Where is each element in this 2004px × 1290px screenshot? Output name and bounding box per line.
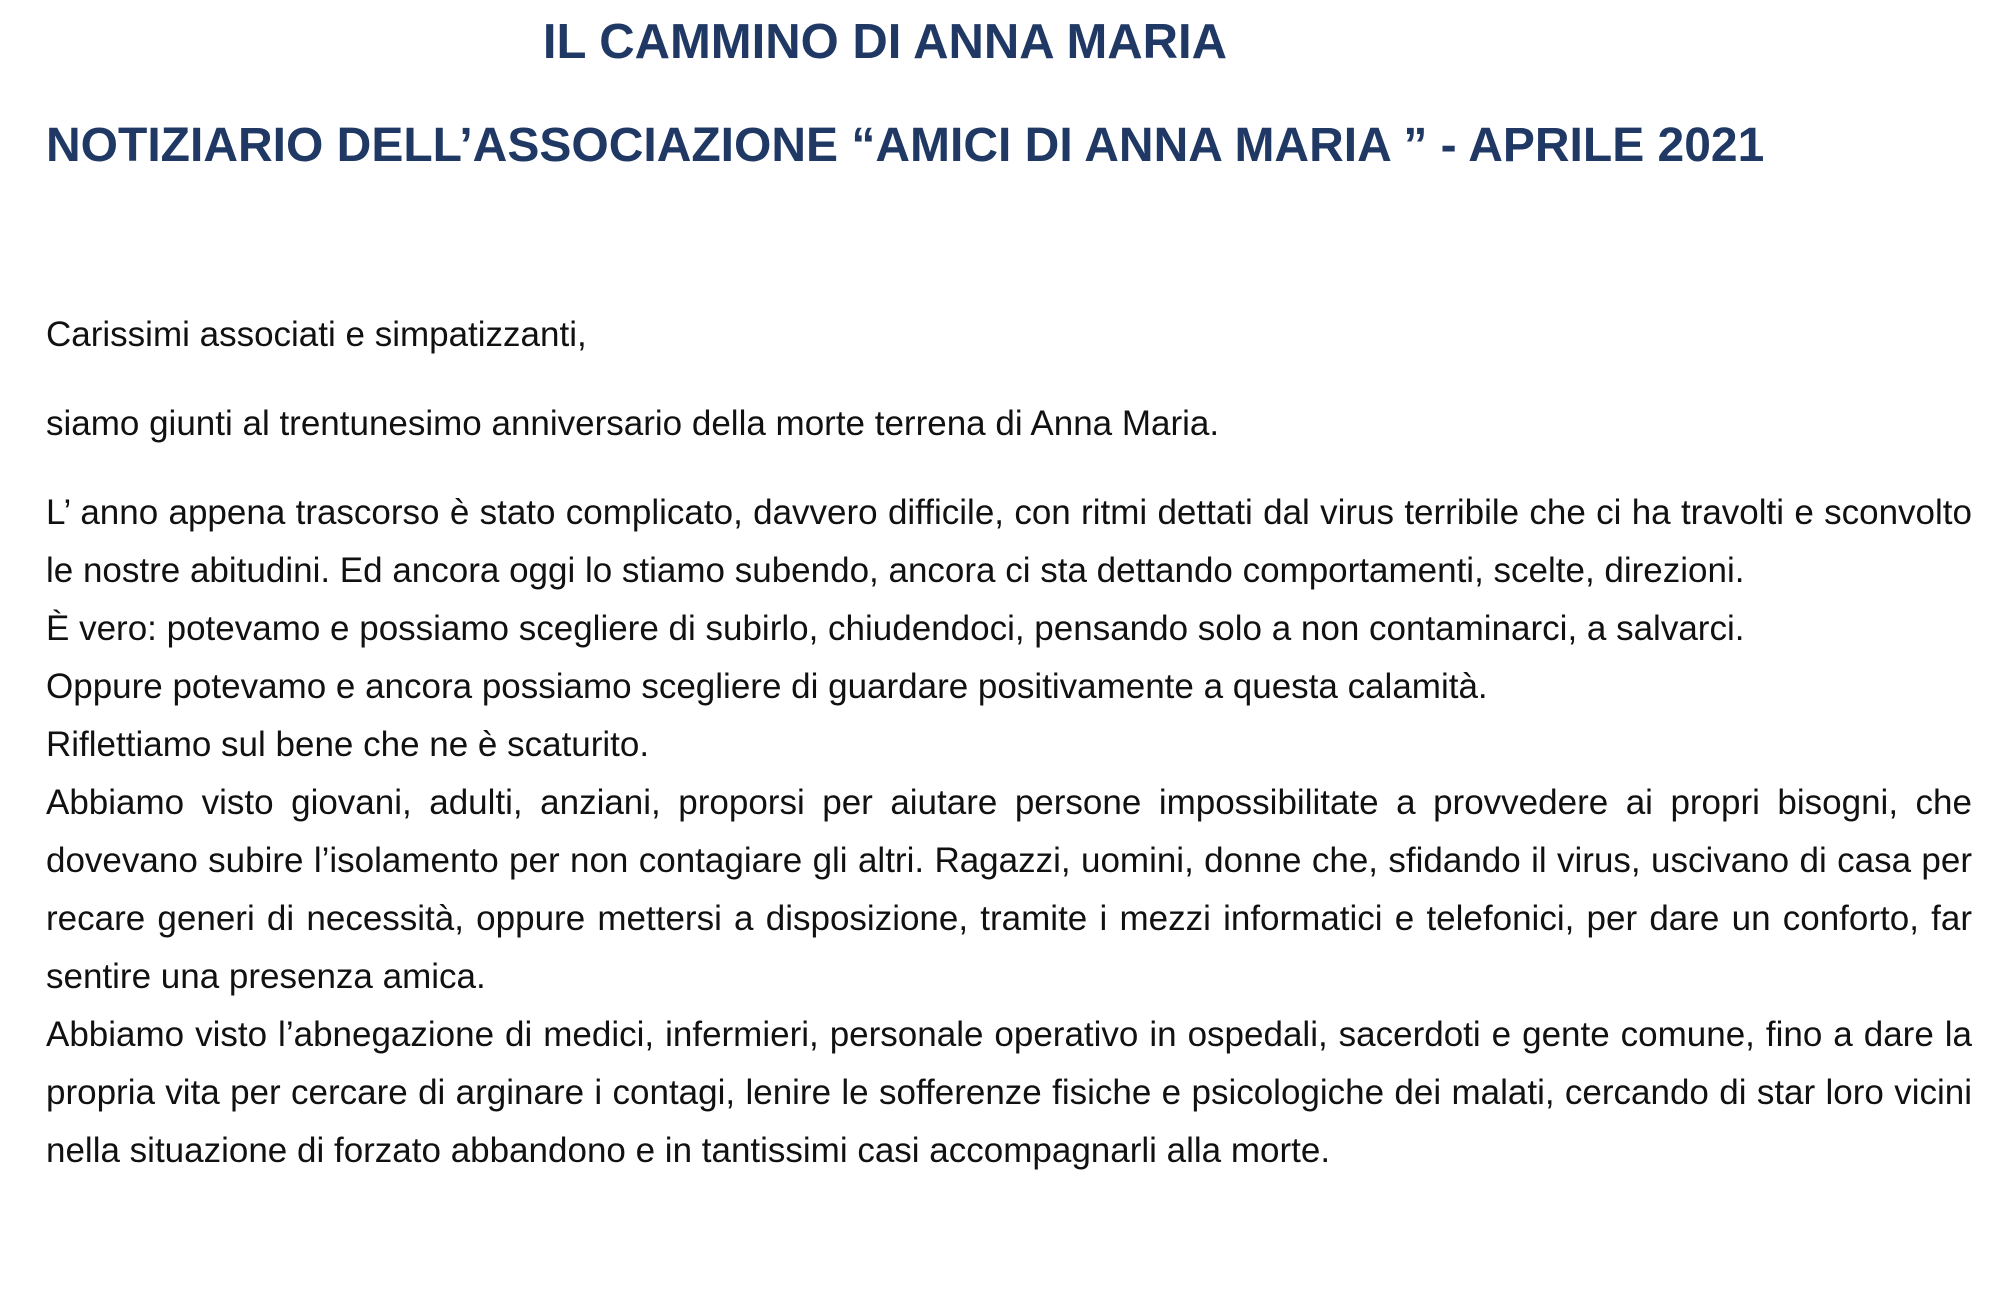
paragraph-reflect: Riflettiamo sul bene che ne è scaturito.: [46, 725, 650, 764]
paragraph-healthcare-workers: Abbiamo visto l’abnegazione di medici, infermieri, personale operativo in ospedali, sacerdoti e gente comune, fino a dare la propria vita per cercare di arginare i contagi, lenire le sofferenze fisiche e psicologiche dei malati, cercando di star loro vicini nella situazione di forzato abbandono e in tantissimi casi accompagnarli alla morte.: [46, 1015, 1972, 1170]
paragraph-volunteers: Abbiamo visto giovani, adulti, anziani, proporsi per aiutare persone impossibilitate a provvedere ai propri bisogni, che dovevano subire l’isolamento per non contagiare gli altri. Ragazzi, uomini, donne che, sfidando il virus, uscivano di casa per recare generi di necessità, oppure mettersi a disposizione, tramite i mezzi informatici e telefonici, per dare un conforto, far sentire una presenza amica.: [46, 783, 1972, 996]
document-title: IL CAMMINO DI ANNA MARIA: [542, 15, 1228, 69]
intro-line: siamo giunti al trentunesimo anniversario della morte terrena di Anna Maria.: [46, 404, 1220, 443]
paragraph-difficult-year: L’ anno appena trascorso è stato complicato, davvero difficile, con ritmi dettati dal virus terribile che ci ha travolti e sconvolto le nostre abitudini. Ed ancora oggi lo stiamo subendo, ancora ci sta dettando comportamenti, scelte, direzioni.: [46, 493, 1972, 590]
paragraph-choice-to-endure: È vero: potevamo e possiamo scegliere di subirlo, chiudendoci, pensando solo a non contaminarci, a salvarci.: [46, 609, 1745, 648]
newsletter-subtitle: NOTIZIARIO DELL’ASSOCIAZIONE “AMICI DI ANNA MARIA ” - APRILE 2021: [46, 119, 1765, 172]
greeting-line: Carissimi associati e simpatizzanti,: [46, 315, 587, 354]
letter-body: [46, 484, 1972, 1180]
paragraph-positive-view: Oppure potevamo e ancora possiamo scegliere di guardare positivamente a questa calamità.: [46, 667, 1488, 706]
